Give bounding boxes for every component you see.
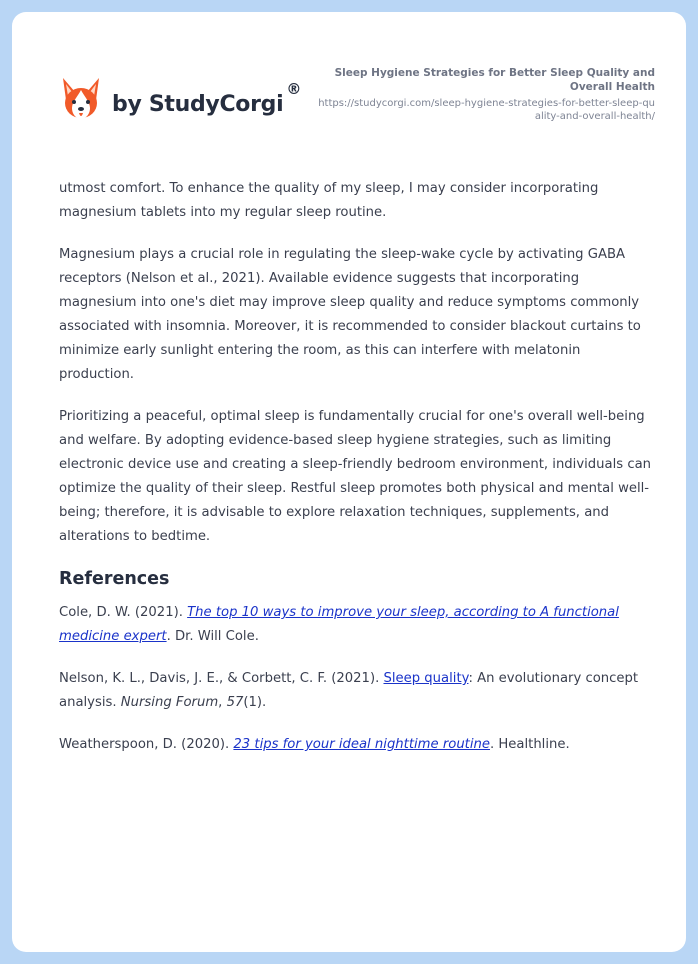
corgi-logo-icon xyxy=(60,74,102,124)
reference-source: . Healthline. xyxy=(489,737,570,752)
reference-source: . Dr. Will Cole. xyxy=(166,629,259,644)
reference-item-3 xyxy=(59,733,659,757)
reference-link[interactable]: The top 10 ways to improve your sleep, according to A functional medicine expert xyxy=(59,605,619,644)
reference-journal: Nursing Forum xyxy=(120,695,219,710)
document-body xyxy=(59,177,659,775)
registered-mark: ® xyxy=(286,80,302,98)
brand-name: by StudyCorgi xyxy=(112,91,284,117)
reference-volume: 57 xyxy=(226,695,244,710)
reference-item-1 xyxy=(59,601,659,649)
reference-author: Nelson, K. L., Davis, J. E., & Corbett, C. F. (2021). xyxy=(59,671,384,686)
document-title: Sleep Hygiene Strategies for Better Sleep Quality and Overall Health xyxy=(334,67,655,93)
reference-separator: , xyxy=(218,695,227,710)
reference-link[interactable]: 23 tips for your ideal nighttime routine xyxy=(233,737,490,752)
document-meta xyxy=(315,66,655,123)
reference-link[interactable]: Sleep quality xyxy=(383,671,469,686)
references-heading: References xyxy=(59,569,170,589)
studycorgi-logo[interactable] xyxy=(60,74,301,124)
body-paragraph-1: utmost comfort. To enhance the quality of my sleep, I may consider incorporating magnesium tablets into my regular sleep routine. xyxy=(59,181,599,220)
reference-subtitle: : An evolutionary concept analysis. xyxy=(59,671,639,710)
document-url[interactable]: https://studycorgi.com/sleep-hygiene-strategies-for-better-sleep-quality-and-overall-health/ xyxy=(318,98,655,122)
body-paragraph-3: Prioritizing a peaceful, optimal sleep is fundamentally crucial for one's overall well-being and welfare. By adopting evidence-based sleep hygiene strategies, such as limiting electronic device use and creating a sleep-friendly bedroom environment, individuals can optimize the quality of their sleep. Restful sleep promotes both physical and mental well-being; therefore, it is advisable to explore relaxation techniques, supplements, and alterations to bedtime. xyxy=(59,409,652,544)
reference-author: Weatherspoon, D. (2020). xyxy=(59,737,234,752)
document-page xyxy=(12,12,686,952)
reference-issue: (1). xyxy=(243,695,267,710)
reference-item-2 xyxy=(59,667,659,715)
reference-author: Cole, D. W. (2021). xyxy=(59,605,188,620)
body-paragraph-2: Magnesium plays a crucial role in regulating the sleep-wake cycle by activating GABA receptors (Nelson et al., 2021). Available evidence suggests that incorporating magnesium into one's diet may improve sleep quality and reduce symptoms commonly associated with insomnia. Moreover, it is recommended to consider blackout curtains to minimize early sunlight entering the room, as this can interfere with melatonin production. xyxy=(59,247,641,382)
